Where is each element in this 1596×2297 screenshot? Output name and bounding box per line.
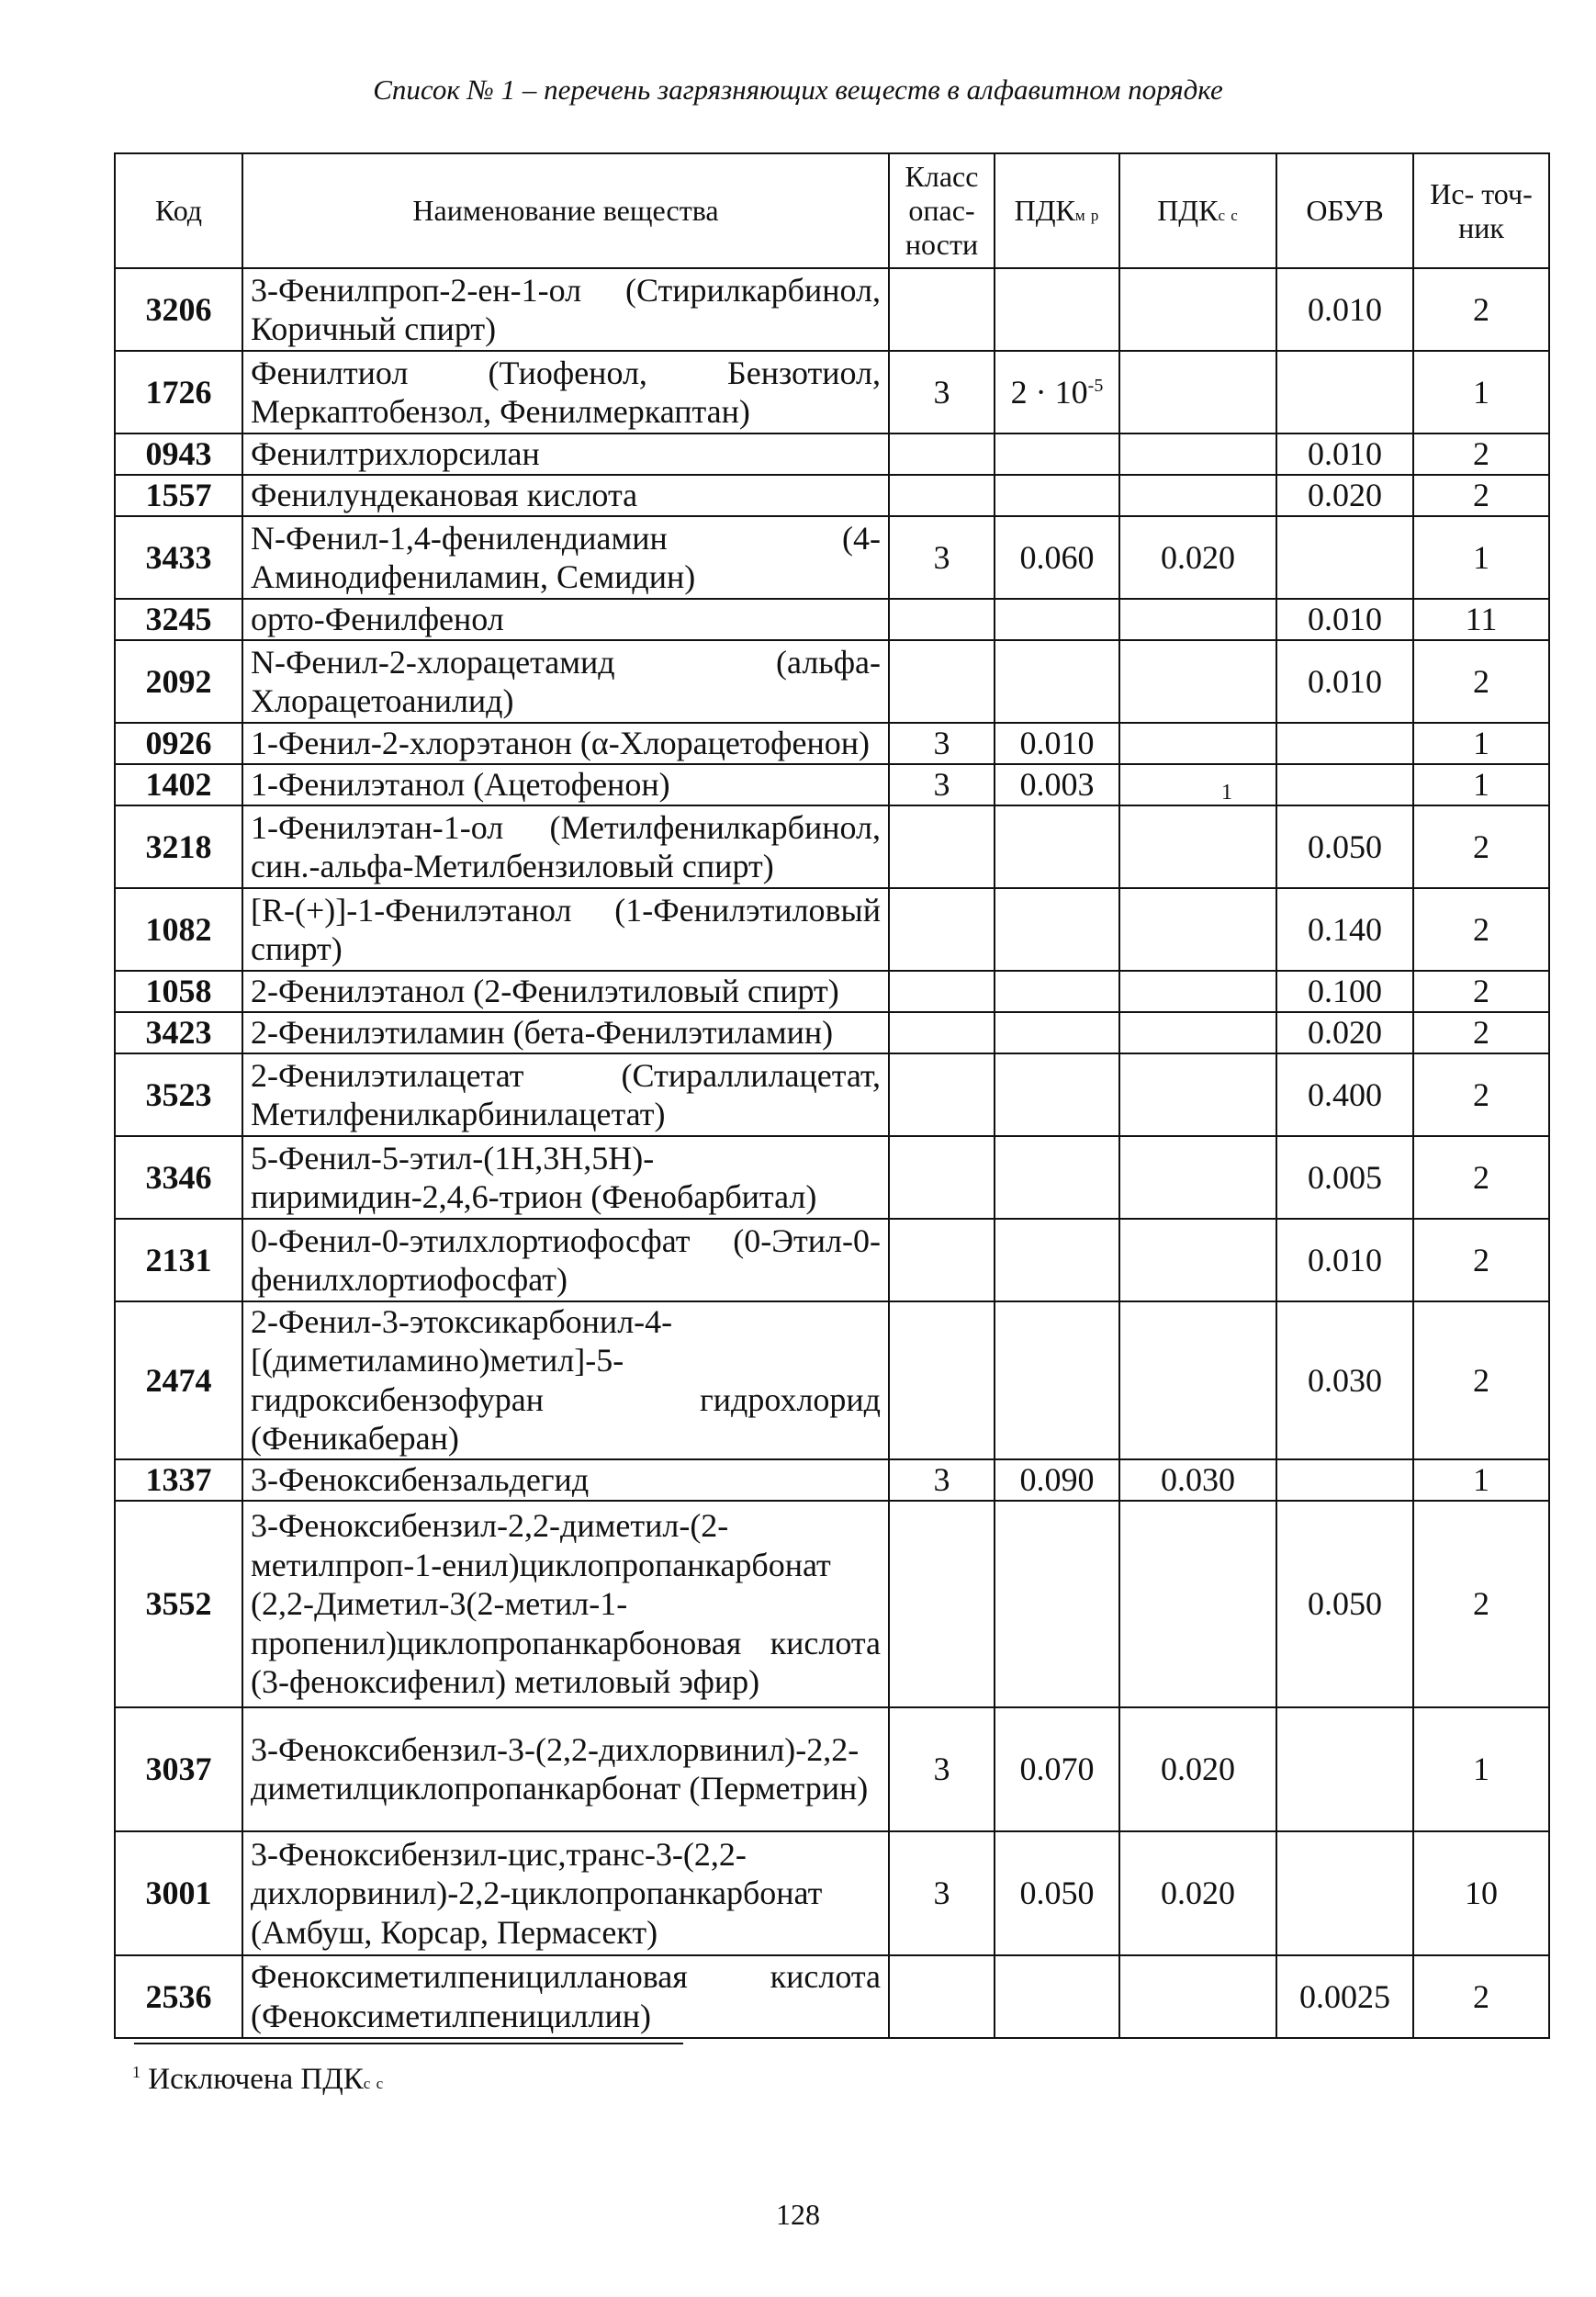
row-name: 3-Феноксибензальдегид [242, 1459, 889, 1501]
row-code: 3552 [115, 1501, 242, 1707]
row-code: 1082 [115, 888, 242, 971]
row-source: 1 [1413, 764, 1549, 805]
row-pdk-mr [995, 971, 1119, 1012]
row-pdk-mr [995, 475, 1119, 516]
row-name: Фенилтрихлорсилан [242, 434, 889, 475]
row-class [889, 268, 995, 351]
row-source: 1 [1413, 1459, 1549, 1501]
row-class [889, 1053, 995, 1136]
row-class [889, 599, 995, 640]
row-obuv: 0.100 [1276, 971, 1413, 1012]
row-code: 3218 [115, 805, 242, 888]
row-class [889, 888, 995, 971]
table-row [115, 764, 1549, 805]
header-code: Код [115, 153, 242, 268]
row-code: 1337 [115, 1459, 242, 1501]
footnote [132, 2063, 384, 2097]
row-code: 1058 [115, 971, 242, 1012]
row-code: 1402 [115, 764, 242, 805]
row-code: 3245 [115, 599, 242, 640]
row-pdk-mr [995, 805, 1119, 888]
row-obuv: 0.020 [1276, 1012, 1413, 1053]
table-row [115, 1955, 1549, 2038]
row-pdk-mr: 0.070 [995, 1707, 1119, 1831]
row-obuv [1276, 351, 1413, 434]
row-obuv [1276, 723, 1413, 764]
row-pdk-mr: 0.060 [995, 516, 1119, 599]
row-name: Фенилтиол (Тиофенол, Бензотиол, Меркаптобензол, Фенилмеркаптан) [242, 351, 889, 434]
row-pdk-mr [995, 434, 1119, 475]
row-class [889, 434, 995, 475]
row-obuv [1276, 1459, 1413, 1501]
row-name: 3-Фенилпроп-2-ен-1-ол (Стирилкарбинол, Коричный спирт) [242, 268, 889, 351]
row-class: 3 [889, 516, 995, 599]
table-row [115, 1501, 1549, 1707]
row-pdk-ss [1119, 434, 1276, 475]
row-pdk-ss [1119, 805, 1276, 888]
row-pdk-mr [995, 1012, 1119, 1053]
footnote-marker: 1 [132, 2063, 140, 2081]
table-row [115, 1301, 1549, 1459]
row-code: 3423 [115, 1012, 242, 1053]
row-pdk-mr [995, 1219, 1119, 1301]
row-pdk-ss [1119, 351, 1276, 434]
row-class: 3 [889, 351, 995, 434]
row-pdk-mr: 0.050 [995, 1831, 1119, 1955]
row-source: 2 [1413, 1301, 1549, 1459]
row-code: 3433 [115, 516, 242, 599]
row-source: 11 [1413, 599, 1549, 640]
header-obuv: ОБУВ [1276, 153, 1413, 268]
row-pdk-ss [1119, 599, 1276, 640]
table-row [115, 599, 1549, 640]
row-class [889, 1301, 995, 1459]
footnote-subscript: с с [363, 2075, 385, 2092]
table-row [115, 888, 1549, 971]
row-obuv [1276, 516, 1413, 599]
row-source: 2 [1413, 1012, 1549, 1053]
substances-table [114, 152, 1550, 2039]
row-obuv: 0.010 [1276, 599, 1413, 640]
row-pdk-ss [1119, 971, 1276, 1012]
row-obuv: 0.0025 [1276, 1955, 1413, 2038]
row-code: 2131 [115, 1219, 242, 1301]
row-name: Феноксиметилпенициллановая кислота (Феноксиметилпенициллин) [242, 1955, 889, 2038]
table-row [115, 475, 1549, 516]
row-source: 10 [1413, 1831, 1549, 1955]
row-source: 2 [1413, 268, 1549, 351]
table-row [115, 268, 1549, 351]
row-source: 2 [1413, 475, 1549, 516]
row-pdk-mr: $2 \cdot 10^{-5}$ [995, 351, 1119, 434]
row-class: 3 [889, 1831, 995, 1955]
row-obuv [1276, 764, 1413, 805]
row-pdk-mr [995, 1501, 1119, 1707]
row-name: 2-Фенилэтиламин (бета-Фенилэтиламин) [242, 1012, 889, 1053]
table-row [115, 1459, 1549, 1501]
row-obuv: 0.030 [1276, 1301, 1413, 1459]
row-pdk-ss [1119, 1012, 1276, 1053]
row-class [889, 1012, 995, 1053]
row-obuv: 0.010 [1276, 1219, 1413, 1301]
row-class: 3 [889, 1707, 995, 1831]
row-pdk-mr [995, 1053, 1119, 1136]
row-source: 2 [1413, 1501, 1549, 1707]
row-code: 2474 [115, 1301, 242, 1459]
row-name: Фенилундекановая кислота [242, 475, 889, 516]
row-source: 1 [1413, 516, 1549, 599]
row-obuv: 0.010 [1276, 640, 1413, 723]
row-pdk-mr: 0.090 [995, 1459, 1119, 1501]
row-pdk-ss [1119, 1501, 1276, 1707]
row-name: 3-Феноксибензил-3-(2,2-дихлорвинил)-2,2-диметилциклопропанкарбонат (Перметрин) [242, 1707, 889, 1831]
row-name: 0-Фенил-0-этилхлортиофосфат (0-Этил-0-фенилхлортиофосфат) [242, 1219, 889, 1301]
table-row [115, 723, 1549, 764]
row-pdk-mr: 0.003 [995, 764, 1119, 805]
row-obuv: 0.050 [1276, 1501, 1413, 1707]
row-pdk-mr: 0.010 [995, 723, 1119, 764]
row-code: 3346 [115, 1136, 242, 1219]
header-pdk-ss: ПДКс с [1119, 153, 1276, 268]
row-name: 2-Фенилэтанол (2-Фенилэтиловый спирт) [242, 971, 889, 1012]
page-title: Список № 1 – перечень загрязняющих веществ в алфавитном порядке [373, 73, 1223, 106]
row-pdk-ss [1119, 1053, 1276, 1136]
row-class [889, 971, 995, 1012]
row-class [889, 805, 995, 888]
row-class [889, 1955, 995, 2038]
row-name: 1-Фенилэтанол (Ацетофенон) [242, 764, 889, 805]
row-code: 1557 [115, 475, 242, 516]
row-obuv [1276, 1707, 1413, 1831]
row-pdk-ss: 0.020 [1119, 516, 1276, 599]
row-pdk-ss [1119, 1136, 1276, 1219]
row-pdk-ss: 0.020 [1119, 1707, 1276, 1831]
header-name: Наименование вещества [242, 153, 889, 268]
row-name: 1-Фенил-2-хлорэтанон (α-Хлорацетофенон) [242, 723, 889, 764]
row-pdk-ss [1119, 723, 1276, 764]
row-source: 1 [1413, 351, 1549, 434]
row-code: 0926 [115, 723, 242, 764]
row-pdk-ss [1119, 268, 1276, 351]
table-row [115, 971, 1549, 1012]
row-source: 2 [1413, 1955, 1549, 2038]
row-source: 2 [1413, 434, 1549, 475]
table-row [115, 1831, 1549, 1955]
row-name: 5-Фенил-5-этил-(1Н,3Н,5Н)-пиримидин-2,4,6-трион (Фенобарбитал) [242, 1136, 889, 1219]
row-source: 2 [1413, 640, 1549, 723]
row-name: 3-Феноксибензил-2,2-диметил-(2-метилпроп-1-енил)циклопропанкарбонат (2,2-Диметил-3(2-метил-1-пропенил)циклопропанкарбоновая кислота (3-феноксифенил) метиловый эфир) [242, 1501, 889, 1707]
row-pdk-ss [1119, 888, 1276, 971]
footnote-text: Исключена ПДК [148, 2063, 364, 2096]
table-row [115, 1707, 1549, 1831]
row-code: 3523 [115, 1053, 242, 1136]
row-pdk-mr [995, 1301, 1119, 1459]
row-name: 3-Феноксибензил-цис,транс-3-(2,2-дихлорвинил)-2,2-циклопропанкарбонат (Амбуш, Корсар, Пермасект) [242, 1831, 889, 1955]
row-obuv: 0.140 [1276, 888, 1413, 971]
row-code: 1726 [115, 351, 242, 434]
row-name: 1-Фенилэтан-1-ол (Метилфенилкарбинол, син.-альфа-Метилбензиловый спирт) [242, 805, 889, 888]
row-class: 3 [889, 764, 995, 805]
row-pdk-mr [995, 888, 1119, 971]
row-class [889, 475, 995, 516]
row-obuv: 0.400 [1276, 1053, 1413, 1136]
row-obuv: 0.010 [1276, 268, 1413, 351]
table-row [115, 351, 1549, 434]
row-obuv: 0.005 [1276, 1136, 1413, 1219]
row-source: 2 [1413, 805, 1549, 888]
row-code: 3037 [115, 1707, 242, 1831]
row-source: 2 [1413, 971, 1549, 1012]
row-name: [R-(+)]-1-Фенилэтанол (1-Фенилэтиловый спирт) [242, 888, 889, 971]
table-row [115, 1053, 1549, 1136]
row-pdk-mr [995, 1955, 1119, 2038]
row-pdk-ss: 0.030 [1119, 1459, 1276, 1501]
row-class: 3 [889, 723, 995, 764]
row-class [889, 640, 995, 723]
row-obuv: 0.010 [1276, 434, 1413, 475]
row-name: орто-Фенилфенол [242, 599, 889, 640]
row-name: 2-Фенил-3-этоксикарбонил-4-[(диметиламино)метил]-5-гидроксибензофуран гидрохлорид (Феникаберан) [242, 1301, 889, 1459]
row-source: 2 [1413, 1053, 1549, 1136]
table-row [115, 805, 1549, 888]
row-source: 1 [1413, 723, 1549, 764]
row-code: 3001 [115, 1831, 242, 1955]
page-number: 128 [776, 2198, 820, 2231]
row-code: 3206 [115, 268, 242, 351]
table-row [115, 516, 1549, 599]
header-class: Класс опас- ности [889, 153, 995, 268]
row-pdk-mr [995, 1136, 1119, 1219]
row-pdk-ss: 0.020 [1119, 1831, 1276, 1955]
row-pdk-ss [1119, 764, 1276, 805]
table-row [115, 640, 1549, 723]
header-pdk-mr: ПДКм р [995, 153, 1119, 268]
row-pdk-mr [995, 268, 1119, 351]
row-pdk-ss [1119, 1219, 1276, 1301]
row-name: 2-Фенилэтилацетат (Стираллилацетат, Метилфенилкарбинилацетат) [242, 1053, 889, 1136]
row-class [889, 1501, 995, 1707]
row-class [889, 1136, 995, 1219]
row-source: 2 [1413, 1136, 1549, 1219]
row-class: 3 [889, 1459, 995, 1501]
footnote-reference-mark: 1 [1221, 781, 1232, 805]
row-name: N-Фенил-1,4-фенилендиамин (4-Аминодифениламин, Семидин) [242, 516, 889, 599]
row-name: N-Фенил-2-хлорацетамид (альфа-Хлорацетоанилид) [242, 640, 889, 723]
row-code: 2092 [115, 640, 242, 723]
row-source: 2 [1413, 888, 1549, 971]
row-pdk-ss [1119, 1301, 1276, 1459]
exponent: -5 [1087, 375, 1104, 396]
table-header-row [115, 153, 1549, 268]
row-pdk-mr [995, 599, 1119, 640]
row-obuv: 0.020 [1276, 475, 1413, 516]
row-pdk-ss [1119, 475, 1276, 516]
row-code: 0943 [115, 434, 242, 475]
row-pdk-mr [995, 640, 1119, 723]
row-source: 2 [1413, 1219, 1549, 1301]
table-row [115, 1012, 1549, 1053]
footnote-divider [134, 2043, 683, 2044]
row-obuv: 0.050 [1276, 805, 1413, 888]
header-source: Ис- точ- ник [1413, 153, 1549, 268]
row-obuv [1276, 1831, 1413, 1955]
table-row [115, 1136, 1549, 1219]
row-pdk-ss [1119, 1955, 1276, 2038]
row-code: 2536 [115, 1955, 242, 2038]
row-pdk-ss [1119, 640, 1276, 723]
row-class [889, 1219, 995, 1301]
row-source: 1 [1413, 1707, 1549, 1831]
table-row [115, 1219, 1549, 1301]
table-row [115, 434, 1549, 475]
